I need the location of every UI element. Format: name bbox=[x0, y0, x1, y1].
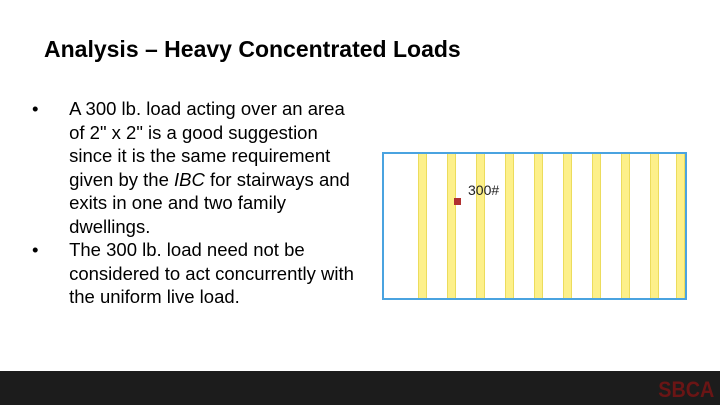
floor-joist bbox=[650, 154, 659, 298]
floor-joist bbox=[676, 154, 685, 298]
bullet-text-part: The 300 lb. load need not be considered to act concurrently with the uniform live load. bbox=[69, 239, 354, 307]
bullet-item bbox=[22, 97, 362, 238]
bullet-marker: • bbox=[32, 239, 39, 260]
floor-joist bbox=[592, 154, 601, 298]
bullet-marker: • bbox=[32, 98, 39, 119]
floor-diagram bbox=[382, 152, 687, 300]
bullet-text-italic: IBC bbox=[174, 168, 205, 190]
floor-joist bbox=[534, 154, 543, 298]
bullet-list bbox=[22, 97, 362, 309]
floor-joist bbox=[418, 154, 427, 298]
load-label: 300# bbox=[468, 182, 500, 198]
floor-joist bbox=[447, 154, 456, 298]
bullet-text-part: for stairways and exits in one and two family dwellings. bbox=[69, 168, 350, 237]
bullet-item bbox=[22, 238, 362, 309]
sbca-logo: SBCA bbox=[657, 377, 714, 402]
floor-joist bbox=[563, 154, 572, 298]
load-point-marker bbox=[454, 198, 461, 205]
bullet-text bbox=[69, 238, 362, 309]
floor-joist bbox=[621, 154, 630, 298]
floor-joist bbox=[476, 154, 485, 298]
slide-title: Analysis – Heavy Concentrated Loads bbox=[44, 36, 461, 62]
floor-joist bbox=[505, 154, 514, 298]
footer-bar bbox=[0, 371, 720, 405]
bullet-text-part: A 300 lb. load acting over an area of 2" x 2" is a good suggestion since it is the same requirement given by the bbox=[69, 98, 345, 190]
bullet-text bbox=[69, 97, 362, 238]
